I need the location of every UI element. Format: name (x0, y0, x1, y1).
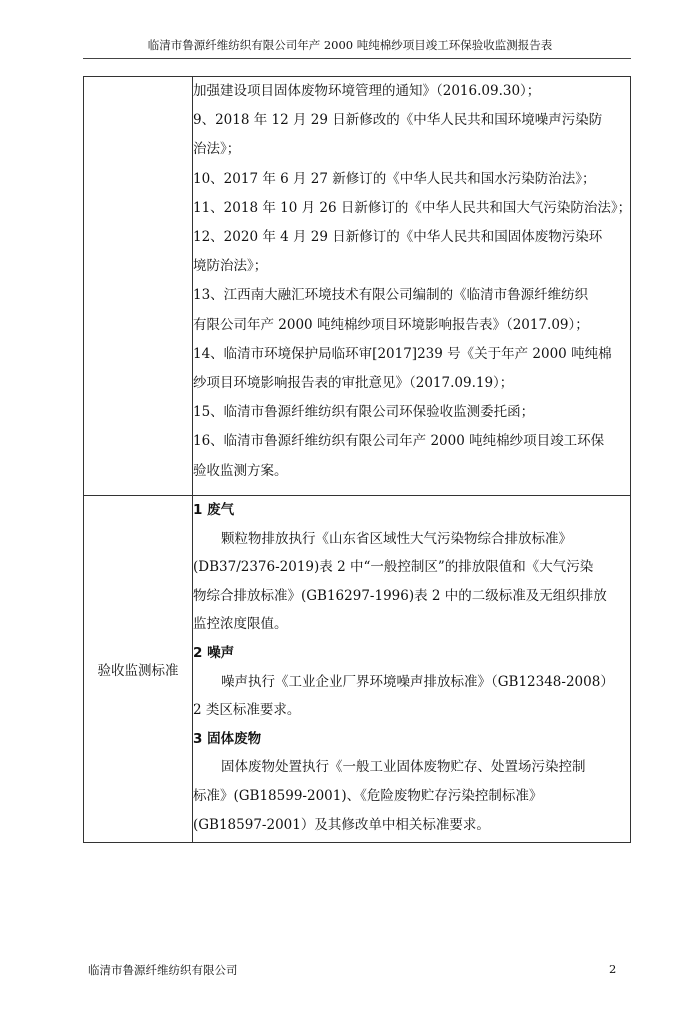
page-number: 2 (609, 962, 617, 976)
basis-line: 9、2018 年 12 月 29 日新修改的《中华人民共和国环境噪声污染防 (193, 112, 603, 129)
basis-line: 12、2020 年 4 月 29 日新修订的《中华人民共和国固体废物污染环 (193, 229, 603, 246)
noise-heading: 2 噪声 (193, 644, 235, 661)
noise-line: 噪声执行《工业企业厂界环境噪声排放标准》（GB12348-2008） (221, 673, 614, 690)
basis-line: 纱项目环境影响报告表的审批意见》（2017.09.19）； (193, 375, 514, 392)
basis-line: 11、2018 年 10 月 26 日新修订的《中华人民共和国大气污染防治法》； (193, 199, 632, 216)
basis-line: 有限公司年产 2000 吨纯棉纱项目环境影响报告表》（2017.09）； (193, 316, 589, 333)
waste-gas-line: 颗粒物排放执行《山东省区域性大气污染物综合排放标准》 (221, 530, 572, 547)
solid-waste-line: (GB18597-2001）及其修改单中相关标准要求。 (193, 816, 490, 833)
basis-line: 治法》； (193, 141, 241, 158)
basis-line: 16、临清市鲁源纤维纺织有限公司年产 2000 吨纯棉纱项目竣工环保 (193, 433, 605, 450)
report-table (83, 76, 631, 843)
standards-label-cell: 验收监测标准 (84, 496, 193, 843)
header-rule (83, 58, 631, 59)
waste-gas-heading: 1 废气 (193, 502, 235, 518)
basis-content-cell (193, 77, 631, 496)
page-header: 临清市鲁源纤维纺织有限公司年产 2000 吨纯棉纱项目竣工环保验收监测报告表 (147, 38, 553, 52)
noise-line: 2 类区标准要求。 (193, 702, 301, 719)
waste-gas-line: 物综合排放标准》(GB16297-1996)表 2 中的二级标准及无组织排放 (193, 587, 607, 604)
basis-line: 境防治法》； (193, 258, 268, 275)
standards-content-cell (193, 496, 631, 843)
basis-line: 14、临清市环境保护局临环审[2017]239 号《关于年产 2000 吨纯棉 (193, 345, 612, 362)
basis-label-cell (84, 77, 193, 496)
solid-waste-line: 固体废物处置执行《一般工业固体废物贮存、处置场污染控制 (221, 759, 586, 776)
solid-waste-line: 标准》(GB18599-2001)、《危险废物贮存污染控制标准》 (193, 787, 543, 804)
basis-line: 15、临清市鲁源纤维纺织有限公司环保验收监测委托函； (193, 404, 535, 421)
footer-company: 临清市鲁源纤维纺织有限公司 (88, 963, 238, 977)
waste-gas-line: (DB37/2376-2019)表 2 中“一般控制区”的排放限值和《大气污染 (193, 559, 594, 576)
standards-row (84, 496, 631, 843)
waste-gas-line: 监控浓度限值。 (193, 616, 288, 633)
basis-row (84, 77, 631, 496)
basis-line: 13、江西南大融汇环境技术有限公司编制的《临清市鲁源纤维纺织 (193, 287, 589, 304)
basis-line: 验收监测方案。 (193, 462, 288, 479)
solid-waste-heading: 3 固体废物 (193, 730, 262, 747)
basis-line: 10、2017 年 6 月 27 新修订的《中华人民共和国水污染防治法》； (193, 170, 596, 187)
basis-line: 加强建设项目固体废物环境管理的通知》（2016.09.30）； (193, 83, 541, 99)
